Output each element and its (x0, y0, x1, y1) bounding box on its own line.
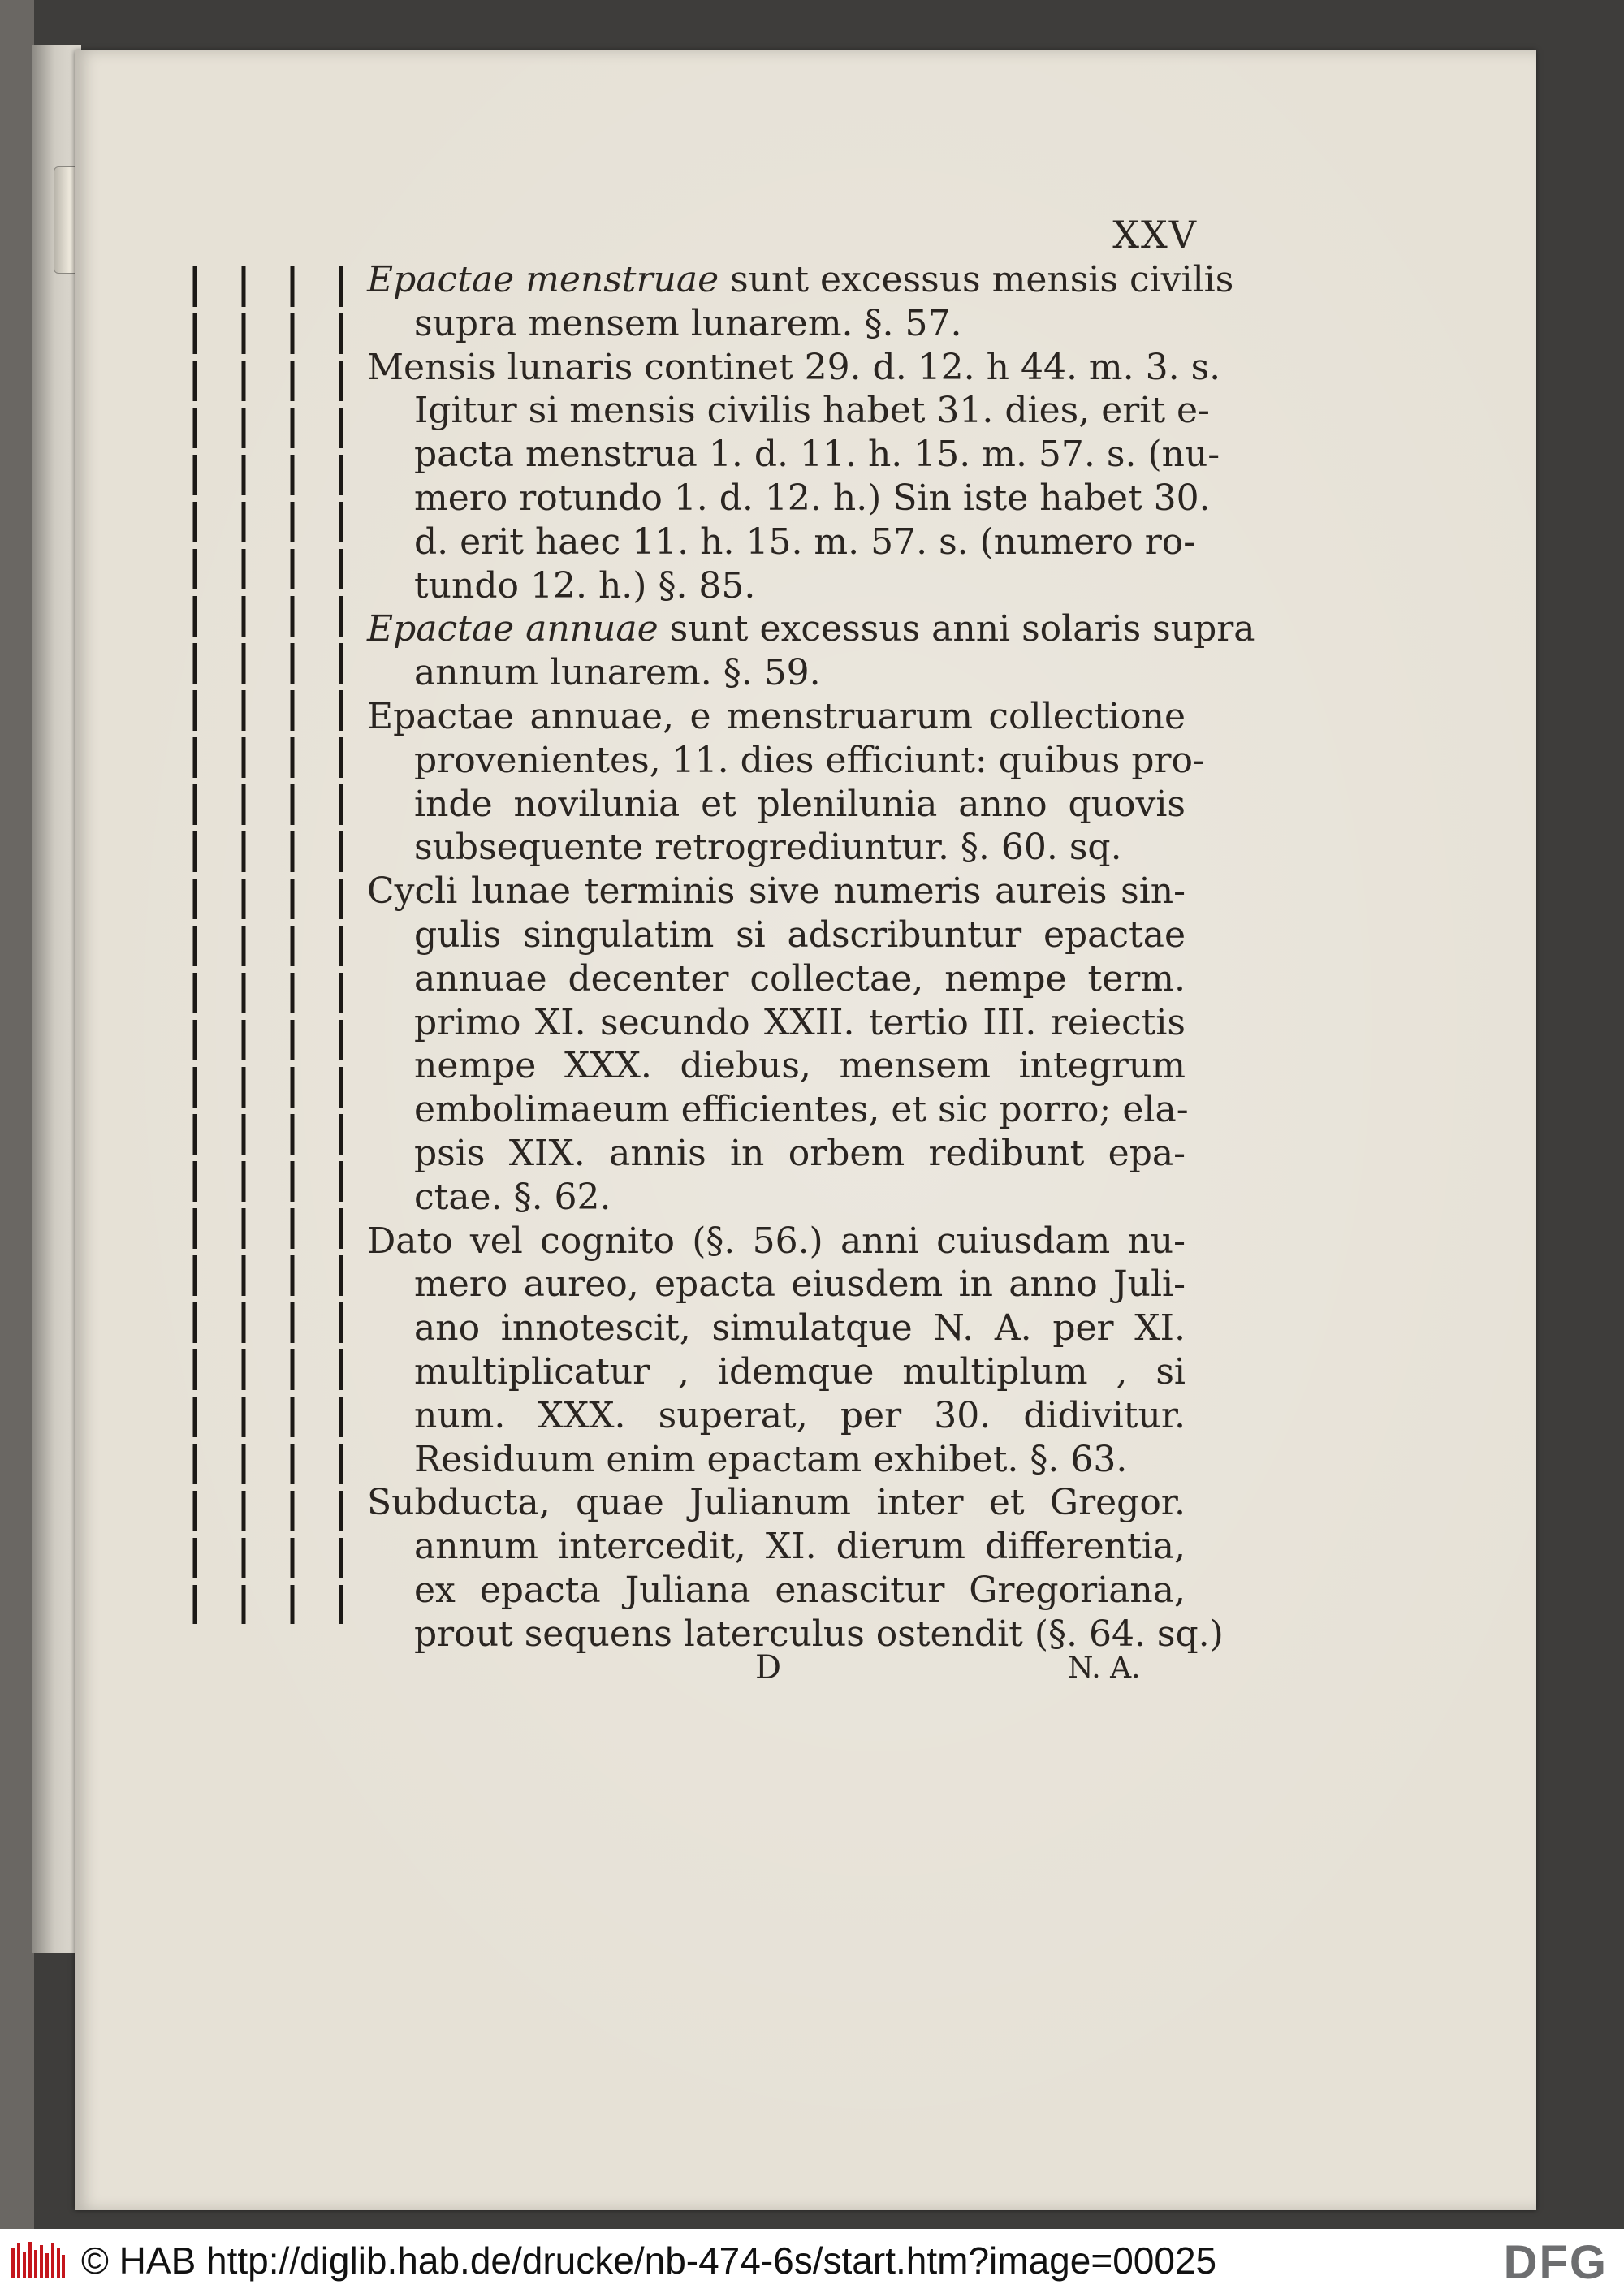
text-line: Epactae annuae, e menstruarum collectione (367, 695, 1186, 737)
text-line (367, 607, 1255, 651)
signature-mark: D (755, 1649, 782, 1686)
text-line: tundo 12. h.) §. 85. (414, 564, 756, 607)
text-line: psis XIX. annis in orbem redibunt epa- (414, 1132, 1186, 1174)
copyright-link[interactable]: © HAB http://diglib.hab.de/drucke/nb-474-6s/start.htm?image=00025 (81, 2239, 1217, 2282)
body-text (367, 258, 1255, 1656)
text-line: ano innotescit, simulatque N. A. per XI. (414, 1307, 1186, 1349)
text-line: Igitur si mensis civilis habet 31. dies, erit e- (414, 390, 1210, 432)
catchword: N. A. (1068, 1652, 1141, 1685)
text-line: annuae decenter collectae, nempe term. (414, 957, 1186, 1000)
line-text: sunt excessus mensis civilis (719, 259, 1234, 300)
text-line (367, 258, 1234, 302)
text-line: inde novilunia et plenilunia anno quovis (414, 783, 1186, 825)
page-number: XXV (1112, 213, 1198, 257)
line-text: sunt excessus anni solaris supra (658, 608, 1255, 650)
text-line: nempe XXX. diebus, mensem integrum (414, 1045, 1186, 1087)
paragraph (367, 607, 1255, 695)
text-line: subsequente retrogrediuntur. §. 60. sq. (414, 827, 1122, 869)
paragraph (367, 258, 1234, 346)
paragraph (367, 870, 1189, 1219)
text-line: Mensis lunaris continet 29. d. 12. h 44. m. 3. s. (367, 346, 1221, 388)
hab-logo-icon (10, 2237, 67, 2284)
defined-term: Epactae annuae (367, 608, 659, 650)
text-line: provenientes, 11. dies efficiunt: quibus pro- (414, 739, 1205, 781)
paragraph (367, 1220, 1186, 1482)
paragraph (367, 1481, 1224, 1656)
dfg-logo: DFG (1503, 2236, 1608, 2289)
text-line: ctae. §. 62. (414, 1176, 611, 1218)
defined-term: Epactae menstruae (367, 259, 719, 300)
text-line: pacta menstrua 1. d. 11. h. 15. m. 57. s. (nu- (414, 434, 1220, 476)
text-line: d. erit haec 11. h. 15. m. 57. s. (numero ro- (414, 520, 1196, 563)
text-line: Subducta, quae Julianum inter et Gregor. (367, 1482, 1186, 1524)
paragraph (367, 346, 1221, 608)
text-line: Cycli lunae terminis sive numeris aureis sin- (367, 870, 1186, 913)
text-line: prout sequens laterculus ostendit (§. 64. sq.) (414, 1613, 1224, 1655)
text-line: ex epacta Juliana enascitur Gregoriana, (414, 1569, 1186, 1611)
text-line: embolimaeum efficientes, et sic porro; ela- (414, 1089, 1189, 1131)
text-line: Dato vel cognito (§. 56.) anni cuiusdam nu- (367, 1220, 1186, 1262)
text-line: annum lunarem. §. 59. (414, 652, 821, 694)
text-line: annum intercedit, XI. dierum differentia, (414, 1526, 1186, 1568)
text-line: primo XI. secundo XXII. tertio III. reiectis (414, 1001, 1186, 1043)
text-line: num. XXX. superat, per 30. didivitur. (414, 1394, 1186, 1436)
text-line: Residuum enim epactam exhibet. §. 63. (414, 1438, 1128, 1480)
paragraph (367, 695, 1205, 870)
text-line: supra mensem lunarem. §. 57. (414, 302, 962, 344)
text-line: mero aureo, epacta eiusdem in anno Juli- (414, 1263, 1186, 1306)
text-line: multiplicatur , idemque multiplum , si (414, 1350, 1186, 1393)
text-line: gulis singulatim si adscribuntur epactae (414, 913, 1186, 956)
footer-bar (0, 2229, 1624, 2293)
text-line: mero rotundo 1. d. 12. h.) Sin iste habet 30. (414, 477, 1211, 519)
